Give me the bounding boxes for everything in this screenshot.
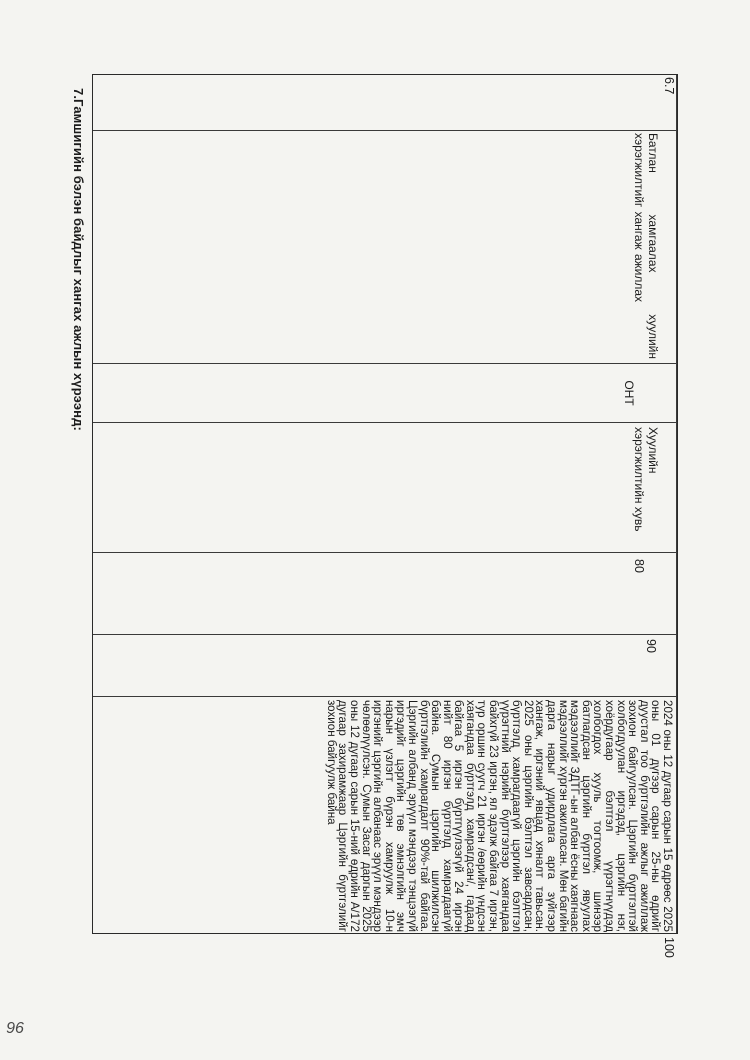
responsible-unit-cell: ОНТ — [622, 380, 636, 406]
column-divider — [93, 552, 677, 553]
baseline-value-cell: 80 — [632, 559, 646, 573]
column-divider — [93, 130, 677, 131]
handwritten-page-number: 96 — [6, 1019, 24, 1037]
activity-cell: Батлан хамгаалах хуулийн хэрэгжилтийг хангаж ажиллах — [632, 133, 660, 359]
column-divider — [93, 696, 677, 697]
indicator-cell: Хуулийн хэрэгжилтийн хувь — [632, 427, 660, 532]
implementation-report-cell: 2024 оны 12 дугаар сарын 15 өдрөөс 2025 оны 01 дүгээр сарын 25-ны өдрийг дуустал тоо бүртгэлийн ажлыг ажиллаж зохион байгуулсан. Цэргийн бүртгэлтэй холбогдуулан иргэдэд, цэргийн нэг, хоёрдугаар бэлтгэл үүрэгтнүүдэд холбогдох хууль тогтоомж, шинээр батлагдсан цэргийн бүртгэл явуулах мэдээллийг ЗДТГ-ын албан ёсны хаягнаас мэдээллийг хүргэн ажилласан. Мөн багийн дарга нарыг удирдлага арга зүйгээр хангаж, иргэний явцад хяналт тавьсан. 2025 оны цэргийн бэлтгэл завсардсан, бүртгэлд хамрагдаагүй цэргийн бэлтгэл үүрэгтний нэрийн бүртгэлээр хаягандаа байхгүй 23 иргэн, ял эдэлж байгаа 7 иргэн, тур оршин суугч 21 иргэн /өөрийн үндсэн хаягандаа бүртгэлд хамрагдсан/, гадаад байгаа 5 иргэн бүртгүүлээгүй 24 иргэн нийт 80 иргэн бүртгэлд хамрагдаагүй байна. Сумын цэргийн шилжилсэн бүртгэлийн хамрагдалт 90%-тай байгаа. Цэргийн албанд эрүүл мэндээр тэнцээгүй иргэдийг цэргийн төв эмнэлгийн эмч нарын үзлэгт бүрэн хамруулж 10-н иргэнийг цэргийн албанаас эрүүл мэндээр чөлөөлүүлсэн. Сумын Засаг даргын 2025 оны 12 дугаар сарын 15-ний өдрийн А/172 дугаар захирамжаар Цэргийн бүртгэлийг зохион байгуулж байна — [324, 700, 674, 932]
section-heading: 7.Гамшигийн бэлэн байдлыг хангах ажлын хүрээнд: — [71, 88, 86, 431]
column-divider — [93, 363, 677, 364]
report-table — [92, 74, 678, 958]
column-divider — [93, 634, 677, 635]
target-value-cell: 90 — [644, 639, 658, 653]
row-number: 6.7 — [662, 77, 676, 95]
column-divider — [93, 422, 677, 423]
row-divider — [676, 75, 677, 933]
result-percent-cell: 100 — [662, 937, 676, 958]
